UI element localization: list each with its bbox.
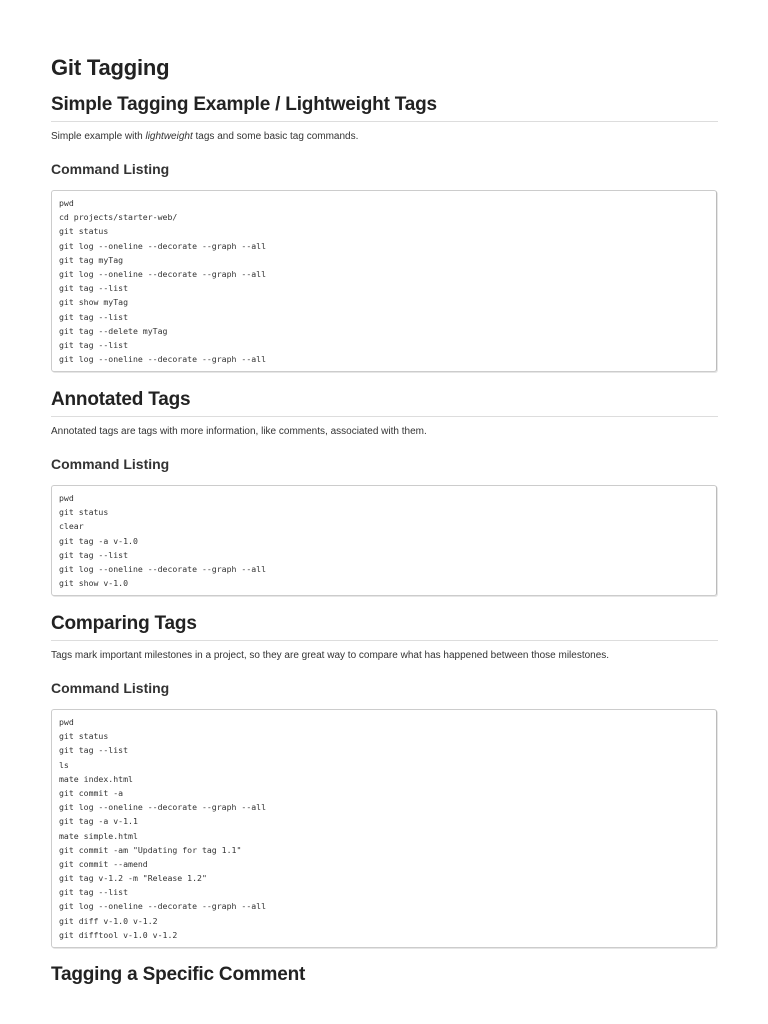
command-line: git log --oneline --decorate --graph --all — [59, 240, 267, 251]
section-heading: Annotated Tags — [51, 389, 718, 417]
command-line: git tag --list — [59, 339, 129, 350]
command-listing-box — [51, 485, 717, 596]
command-line: git log --oneline --decorate --graph --all — [59, 802, 267, 813]
command-line: git tag myTag — [59, 254, 124, 265]
command-line: clear — [59, 521, 84, 532]
command-listing-box — [51, 709, 717, 948]
section-heading: Comparing Tags — [51, 613, 718, 641]
command-line: git commit --amend — [59, 858, 148, 869]
section-comparing-tags — [51, 613, 718, 948]
intro-emphasis: lightweight — [145, 131, 193, 142]
command-line: pwd — [59, 717, 74, 727]
command-line: pwd — [59, 198, 74, 208]
command-listing-heading: Command Listing — [51, 456, 170, 472]
command-line: git status — [59, 731, 109, 742]
command-line: git status — [59, 226, 109, 237]
command-line: git tag --list — [59, 311, 129, 322]
command-line: mate index.html — [59, 773, 133, 784]
command-line: mate simple.html — [59, 830, 138, 841]
section-heading: Simple Tagging Example / Lightweight Tags — [51, 94, 718, 122]
command-line: git log --oneline --decorate --graph --all — [59, 901, 267, 912]
command-line: git diff v-1.0 v-1.2 — [59, 915, 158, 926]
section-intro: Tags mark important milestones in a project, so they are great way to compare what has happened between those milestones. — [51, 650, 610, 661]
command-line: git commit -am "Updating for tag 1.1" — [59, 844, 242, 855]
command-line: git tag --delete myTag — [59, 325, 168, 336]
command-line: git status — [59, 507, 109, 518]
section-annotated-tags — [51, 389, 718, 596]
command-line: git commit -a — [59, 787, 124, 798]
section-intro: Annotated tags are tags with more information, like comments, associated with them. — [51, 426, 427, 437]
command-line: git tag --list — [59, 283, 129, 294]
command-line: git show myTag — [59, 297, 129, 308]
command-listing-heading: Command Listing — [51, 680, 170, 696]
command-line: git log --oneline --decorate --graph --all — [59, 354, 267, 365]
command-line: git tag --list — [59, 745, 129, 756]
command-line: git tag --list — [59, 887, 129, 898]
command-line: git tag -a v-1.0 — [59, 535, 138, 546]
command-line: git show v-1.0 — [59, 578, 129, 589]
command-line: git log --oneline --decorate --graph --all — [59, 268, 267, 279]
section-heading: Tagging a Specific Comment — [51, 964, 306, 985]
command-line: git tag -a v-1.1 — [59, 816, 138, 827]
command-line: cd projects/starter-web/ — [59, 212, 178, 223]
command-line: ls — [59, 759, 69, 770]
document-title: Git Tagging — [51, 55, 170, 80]
command-line: git log --oneline --decorate --graph --all — [59, 563, 267, 574]
section-lightweight-tags — [51, 94, 718, 372]
command-line: git difftool v-1.0 v-1.2 — [59, 929, 178, 940]
command-listing-heading: Command Listing — [51, 161, 170, 177]
command-listing-box — [51, 190, 717, 372]
command-line: git tag v-1.2 -m "Release 1.2" — [59, 873, 207, 884]
section-intro — [51, 130, 718, 144]
section-tagging-specific-comment — [51, 964, 718, 991]
command-line: pwd — [59, 493, 74, 503]
intro-text-after: tags and some basic tag commands. — [192, 131, 359, 142]
intro-text-before: Simple example with — [51, 131, 146, 142]
command-line: git tag --list — [59, 549, 129, 560]
